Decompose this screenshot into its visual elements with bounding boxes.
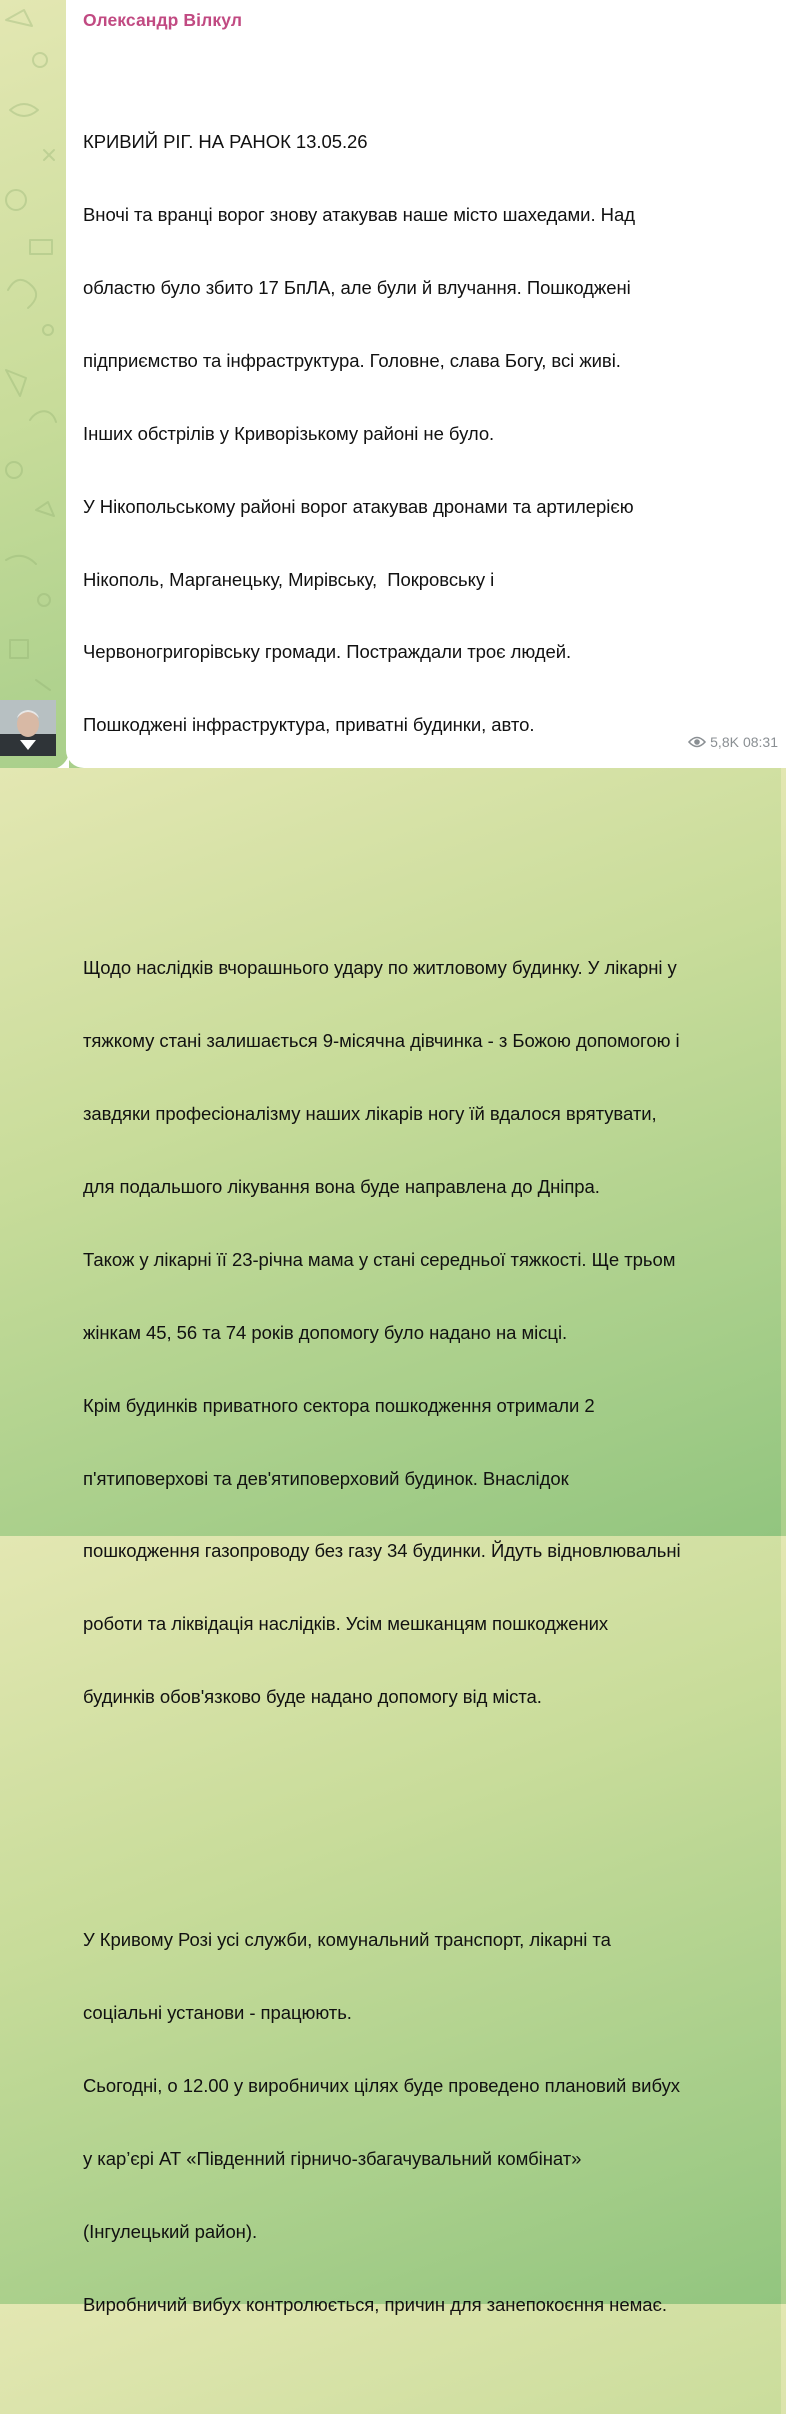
text-line: КРИВИЙ РІГ. НА РАНОК 13.05.26 [83,131,368,153]
paragraph-gap [83,1807,783,1831]
text-line: Крім будинків приватного сектора пошкодження отримали 2 [83,1394,595,1416]
text-line: соціальні установи - працюють. [83,2002,352,2024]
text-line: Також у лікарні її 23-річна мама у стані середньої тяжкості. Ще трьом [83,1248,676,1270]
paragraph-3 [83,1880,783,2366]
text-line: пошкодження газопроводу без газу 34 будинки. Йдуть відновлювальні [83,1540,681,1562]
text-line: жінкам 45, 56 та 74 років допомогу було надано на місці. [83,1321,568,1343]
author-avatar[interactable] [0,700,56,756]
eye-icon [688,736,706,748]
text-line: Сьогодні, о 12.00 у виробничих цілях буде проведено плановий вибух [83,2074,680,2096]
text-line: завдяки професіоналізму наших лікарів ногу їй вдалося врятувати, [83,1103,657,1125]
text-line: підприємство та інфраструктура. Головне, слава Богу, всі живі. [83,349,621,371]
text-line: Пошкоджені інфраструктура, приватні будинки, авто. [83,714,535,736]
text-line: Щодо наслідків вчорашнього удару по житловому будинку. У лікарні у [83,957,677,979]
text-line: Нікополь, Марганецьку, Мирівську, Покровську і [83,568,495,590]
text-line: Інших обстрілів у Криворізькому районі не було. [83,422,495,444]
paragraph-2 [83,908,783,1758]
text-line: роботи та ліквідація наслідків. Усім мешканцям пошкоджених [83,1613,609,1635]
text-line: Червоногригорівську громади. Постраждали троє людей. [83,641,572,663]
text-line: (Інгулецький район). [83,2220,258,2242]
message-meta [688,734,778,750]
views-count: 5,8K [710,734,739,750]
text-line: будинків обов'язково буде надано допомогу від міста. [83,1686,542,1708]
message-time: 08:31 [742,734,778,750]
text-line: Вночі та вранці ворог знову атакував наше місто шахедами. Над [83,204,635,226]
text-line: п'ятиповерхові та дев'ятиповерховий будинок. Внаслідок [83,1467,569,1489]
paragraph-gap [83,835,783,859]
text-line: У Нікопольському районі ворог атакував дронами та артилерією [83,495,634,517]
text-line: у кар’єрі АТ «Південний гірничо-збагачувальний комбінат» [83,2147,582,2169]
text-line: областю було збито 17 БпЛА, але були й влучання. Пошкоджені [83,276,631,298]
message-bubble[interactable] [66,0,786,2315]
text-line: У Кривому Розі усі служби, комунальний транспорт, лікарні та [83,1929,611,1951]
message-text [83,33,783,2414]
text-line: для подальшого лікування вона буде направлена до Дніпра. [83,1175,600,1197]
text-line: Виробничий вибух контролюється, причин для занепокоєння немає. [83,2293,667,2315]
avatar-photo [0,700,56,756]
paragraph-1 [83,82,783,787]
text-line: тяжкому стані залишається 9-місячна дівчинка - з Божою допомогою і [83,1030,680,1052]
author-name[interactable]: Олександр Вілкул [83,10,243,30]
